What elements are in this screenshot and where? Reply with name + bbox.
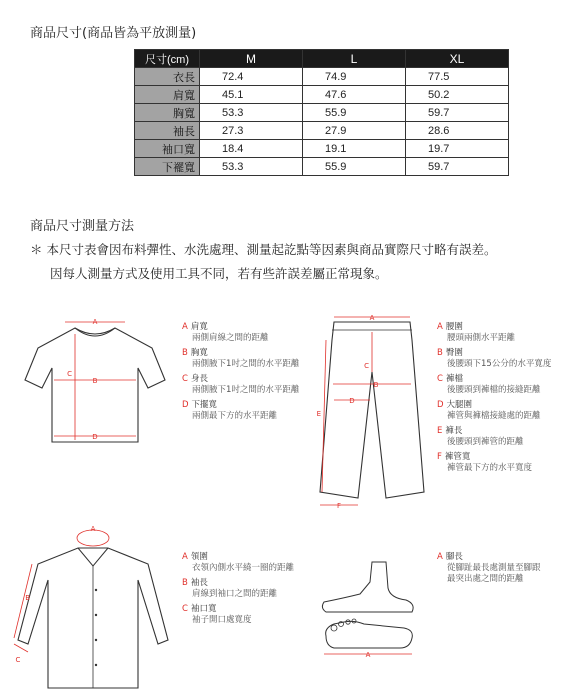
pants-label-a: A [369,314,375,322]
table-row [135,68,509,86]
method-section-title: 商品尺寸測量方法 [30,219,135,234]
legend-name: 胸寬 [190,348,208,358]
pants-legend [437,322,567,478]
legend-desc: 從腳趾最長處測量至腳跟 [447,563,541,573]
tshirt-label-b: B [92,377,98,385]
table-cell: 53.3 [200,104,303,122]
table-cell: 27.3 [200,122,303,140]
shirt-label-c: C [15,656,21,664]
pants-label-c: C [364,362,369,370]
legend-name: 腰圍 [445,322,463,332]
legend-name: 領圍 [190,552,208,562]
legend-item [437,348,567,370]
size-col-l: L [303,50,406,68]
legend-desc: 肩線到袖口之間的距離 [192,589,278,599]
table-row [135,122,509,140]
pants-label-d: D [349,397,355,405]
legend-key: C [182,604,188,614]
size-table-corner: 尺寸(cm) [135,50,200,68]
legend-key: E [437,426,443,436]
table-cell: 47.6 [303,86,406,104]
legend-desc: 後腰頭到褲管的距離 [447,437,524,447]
legend-item [182,604,312,626]
row-label: 胸寬 [135,104,200,122]
note-mark: ＊ [30,242,43,257]
legend-name: 下擺寬 [191,400,218,410]
legend-item [182,552,312,574]
legend-key: B [437,348,443,358]
tshirt-label-d: D [92,433,98,441]
legend-desc: 褲管與褲檔接縫處的距離 [447,411,541,421]
legend-item [437,552,572,585]
legend-name: 褲長 [445,426,463,436]
tshirt-diagram [20,310,170,450]
legend-key: A [182,552,188,562]
table-cell: 59.7 [406,158,509,176]
table-row [135,140,509,158]
table-cell: 18.4 [200,140,303,158]
legend-key: F [437,452,442,462]
legend-key: A [437,552,443,562]
foot-label-a: A [365,651,371,659]
pants-label-f: F [336,502,342,510]
table-cell: 77.5 [406,68,509,86]
legend-desc: 最突出處之間的距離 [447,574,524,584]
legend-name: 腳長 [445,552,463,562]
table-cell: 50.2 [406,86,509,104]
legend-name: 褲檔 [445,374,463,384]
size-col-xl: XL [406,50,509,68]
foot-legend [437,552,572,589]
legend-item [437,374,567,396]
legend-key: C [182,374,188,384]
table-cell: 72.4 [200,68,303,86]
legend-key: D [182,400,189,410]
table-row [135,104,509,122]
shirt-button [95,614,97,616]
shirt-diagram [8,520,178,690]
legend-key: B [182,348,188,358]
table-row [135,158,509,176]
row-label: 袖長 [135,122,200,140]
legend-item [182,374,312,396]
table-cell: 59.7 [406,104,509,122]
legend-desc: 衣領內側水平繞一圈的距離 [192,563,295,573]
legend-item [437,400,567,422]
shirt-legend [182,552,312,630]
table-row [135,86,509,104]
legend-name: 袖口寬 [190,604,217,614]
shirt-button [95,589,97,591]
legend-key: A [437,322,443,332]
row-label: 肩寬 [135,86,200,104]
shirt-label-a: A [90,525,96,533]
legend-name: 袖長 [190,578,208,588]
legend-desc: 兩側肩線之間的距離 [192,333,269,343]
row-label: 袖口寬 [135,140,200,158]
row-label: 衣長 [135,68,200,86]
table-cell: 19.7 [406,140,509,158]
size-col-m: M [200,50,303,68]
note-text-1: 本尺寸表會因布料彈性、水洗處理、測量起訖點等因素與商品實際尺寸略有誤差。 [46,242,497,257]
table-cell: 55.9 [303,104,406,122]
pants-label-b: B [373,381,379,389]
legend-item [182,348,312,370]
shirt-button [95,639,97,641]
legend-name: 身長 [190,374,208,384]
size-table [134,49,509,176]
legend-name: 大腿圍 [446,400,473,410]
table-cell: 74.9 [303,68,406,86]
tshirt-legend [182,322,312,426]
legend-item [182,400,312,422]
size-table-header-row [135,50,509,68]
table-cell: 19.1 [303,140,406,158]
shirt-label-b: B [25,594,30,602]
legend-desc: 腰頭兩側水平距離 [447,333,516,343]
legend-item [437,426,567,448]
note-line-1 [30,240,497,258]
legend-desc: 袖子開口處寬度 [192,615,252,625]
pants-diagram [312,312,432,512]
pants-label-e: E [316,410,321,418]
table-cell: 45.1 [200,86,303,104]
legend-desc: 褲管最下方的水平寬度 [447,463,533,473]
legend-key: D [437,400,444,410]
legend-name: 肩寬 [190,322,208,332]
legend-key: B [182,578,188,588]
tshirt-outline [25,328,165,442]
legend-key: C [437,374,443,384]
legend-item [182,322,312,344]
legend-item [437,322,567,344]
legend-item [182,578,312,600]
table-cell: 53.3 [200,158,303,176]
foot-side-outline [322,562,413,612]
legend-key: A [182,322,188,332]
size-section-title: 商品尺寸(商品皆為平放測量) [30,26,197,41]
table-cell: 28.6 [406,122,509,140]
row-label: 下襬寬 [135,158,200,176]
shirt-measure-c [14,644,28,652]
table-cell: 55.9 [303,158,406,176]
tshirt-label-c: C [67,370,72,378]
legend-item [437,452,567,474]
shirt-button [95,664,97,666]
legend-desc: 兩側腋下1吋之間的水平距離 [192,359,300,369]
legend-name: 臀圍 [445,348,463,358]
legend-desc: 兩側最下方的水平距離 [192,411,278,421]
legend-desc: 後腰頭下15公分的水平寬度 [447,359,552,369]
legend-desc: 兩側腋下1吋之間的水平距離 [192,385,300,395]
legend-name: 褲管寬 [444,452,471,462]
legend-desc: 後腰頭到褲檔的接縫距離 [447,385,541,395]
table-cell: 27.9 [303,122,406,140]
foot-diagram [314,558,424,670]
note-line-2: 因每人測量方式及使用工具不同，若有些許誤差屬正常現象。 [50,266,388,281]
tshirt-label-a: A [92,318,98,326]
